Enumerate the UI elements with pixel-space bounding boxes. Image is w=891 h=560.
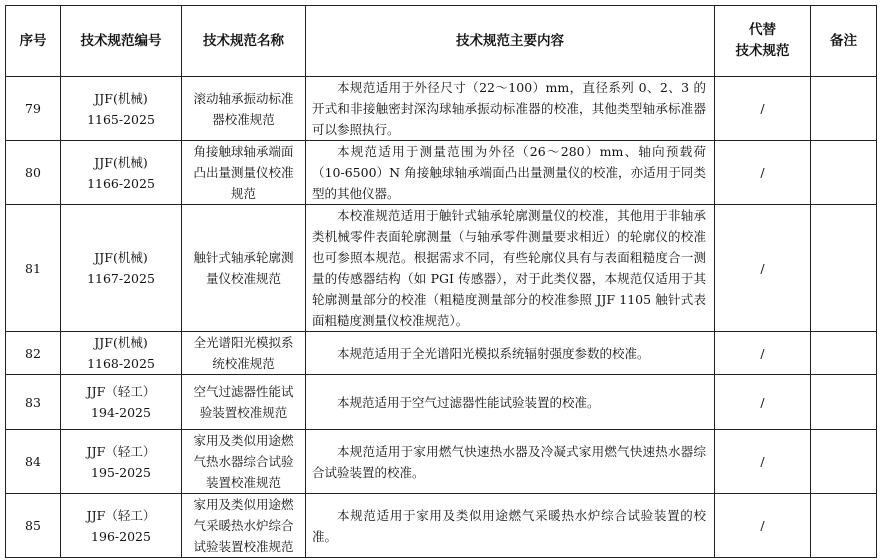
row-note bbox=[811, 332, 877, 375]
table-row bbox=[6, 141, 877, 205]
row-name: 家用及类似用途燃气热水器综合试验装置校准规范 bbox=[182, 430, 306, 494]
row-code bbox=[61, 205, 182, 332]
row-code bbox=[61, 494, 182, 558]
row-code-line1: JJF(机械) bbox=[94, 250, 148, 265]
row-code-line1: JJF(机械) bbox=[94, 154, 148, 170]
row-code bbox=[61, 141, 182, 205]
row-content-text: 本规范适用于家用及类似用途燃气采暖热水炉综合试验装置的校准。 bbox=[312, 507, 706, 544]
header-replaced-line2: 技术规范 bbox=[735, 43, 790, 59]
header-replaced bbox=[715, 6, 811, 77]
row-code-line2: 1166-2025 bbox=[87, 175, 155, 191]
row-name: 空气过滤器性能试验装置校准规范 bbox=[182, 375, 306, 430]
row-code bbox=[61, 375, 182, 430]
row-replaced: / bbox=[715, 430, 811, 494]
header-replaced-line1: 代替 bbox=[749, 22, 776, 38]
row-name: 全光谱阳光模拟系统校准规范 bbox=[182, 332, 306, 375]
row-name: 家用及类似用途燃气采暖热水炉综合试验装置校准规范 bbox=[182, 494, 306, 558]
row-name: 角接触球轴承端面凸出量测量仪校准规范 bbox=[182, 141, 306, 205]
row-code-line1: JJF(机械) bbox=[94, 335, 148, 350]
row-content bbox=[306, 332, 715, 375]
table-row bbox=[6, 77, 877, 141]
header-seq: 序号 bbox=[6, 6, 61, 77]
row-note bbox=[811, 494, 877, 558]
row-content-text: 本校准规范适用于触针式轴承轮廓测量仪的校准，其他用于非轴承类机械零件表面轮廓测量（与轴承零件测量要求相近）的轮廓仪的校准也可参照本规范。根据需求不同，有些轮廓仪具有与表面粗糙度合一测量的传感器结构（如 PGI 传感器），对于此类仪器，本规范仅适用于其轮廓测量部分的校准（粗糙度测量部分的校准参照 JJF 1105 触针式表面粗糙度测量仪校准规范）。 bbox=[312, 208, 706, 328]
row-code-line2: 196-2025 bbox=[91, 528, 151, 544]
row-replaced: / bbox=[715, 205, 811, 332]
row-replaced: / bbox=[715, 141, 811, 205]
row-code bbox=[61, 430, 182, 494]
row-replaced: / bbox=[715, 494, 811, 558]
row-name: 触针式轴承轮廓测量仪校准规范 bbox=[182, 205, 306, 332]
row-code-line2: 194-2025 bbox=[91, 405, 151, 420]
row-content-text: 本规范适用于测量范围为外径（26～280）mm、轴向预载荷（10-6500）N 角接触球轴承端面凸出量测量仪的校准，亦适用于同类型的其他仪器。 bbox=[312, 144, 706, 201]
spec-table bbox=[5, 5, 877, 558]
row-content bbox=[306, 375, 715, 430]
row-seq: 81 bbox=[6, 205, 61, 332]
header-note: 备注 bbox=[811, 6, 877, 77]
spec-table-container bbox=[5, 5, 877, 558]
row-seq: 80 bbox=[6, 141, 61, 205]
row-content bbox=[306, 141, 715, 205]
header-row bbox=[6, 6, 877, 77]
row-note bbox=[811, 375, 877, 430]
row-seq: 84 bbox=[6, 430, 61, 494]
row-content-text: 本规范适用于全光谱阳光模拟系统辐射强度参数的校准。 bbox=[337, 345, 650, 361]
row-code-line1: JJF（轻工） bbox=[86, 384, 156, 399]
table-row bbox=[6, 494, 877, 558]
row-note bbox=[811, 141, 877, 205]
header-code: 技术规范编号 bbox=[61, 6, 182, 77]
row-seq: 79 bbox=[6, 77, 61, 141]
row-seq: 85 bbox=[6, 494, 61, 558]
table-row bbox=[6, 375, 877, 430]
row-content bbox=[306, 494, 715, 558]
row-replaced: / bbox=[715, 375, 811, 430]
table-row bbox=[6, 430, 877, 494]
row-code-line2: 1165-2025 bbox=[87, 111, 155, 127]
row-seq: 83 bbox=[6, 375, 61, 430]
row-note bbox=[811, 205, 877, 332]
table-row bbox=[6, 205, 877, 332]
table-row bbox=[6, 332, 877, 375]
row-code-line2: 195-2025 bbox=[91, 464, 151, 480]
row-name: 滚动轴承振动标准器校准规范 bbox=[182, 77, 306, 141]
row-code-line1: JJF（轻工） bbox=[86, 443, 156, 459]
row-code-line1: JJF（轻工） bbox=[86, 507, 156, 523]
row-content bbox=[306, 430, 715, 494]
row-note bbox=[811, 77, 877, 141]
row-code-line2: 1168-2025 bbox=[87, 356, 155, 371]
row-content bbox=[306, 205, 715, 332]
row-seq: 82 bbox=[6, 332, 61, 375]
row-code bbox=[61, 332, 182, 375]
row-code-line1: JJF(机械) bbox=[94, 90, 148, 106]
row-note bbox=[811, 430, 877, 494]
row-replaced: / bbox=[715, 77, 811, 141]
header-content: 技术规范主要内容 bbox=[306, 6, 715, 77]
row-content-text: 本规范适用于家用燃气快速热水器及冷凝式家用燃气快速热水器综合试验装置的校准。 bbox=[312, 443, 706, 480]
row-content-text: 本规范适用于外径尺寸（22～100）mm，直径系列 0、2、3 的开式和非接触密封深沟球轴承振动标准器的校准，其他类型轴承标准器可以参照执行。 bbox=[312, 80, 706, 137]
row-replaced: / bbox=[715, 332, 811, 375]
row-content bbox=[306, 77, 715, 141]
row-code-line2: 1167-2025 bbox=[87, 271, 155, 286]
row-code bbox=[61, 77, 182, 141]
row-content-text: 本规范适用于空气过滤器性能试验装置的校准。 bbox=[337, 394, 600, 410]
header-name: 技术规范名称 bbox=[182, 6, 306, 77]
